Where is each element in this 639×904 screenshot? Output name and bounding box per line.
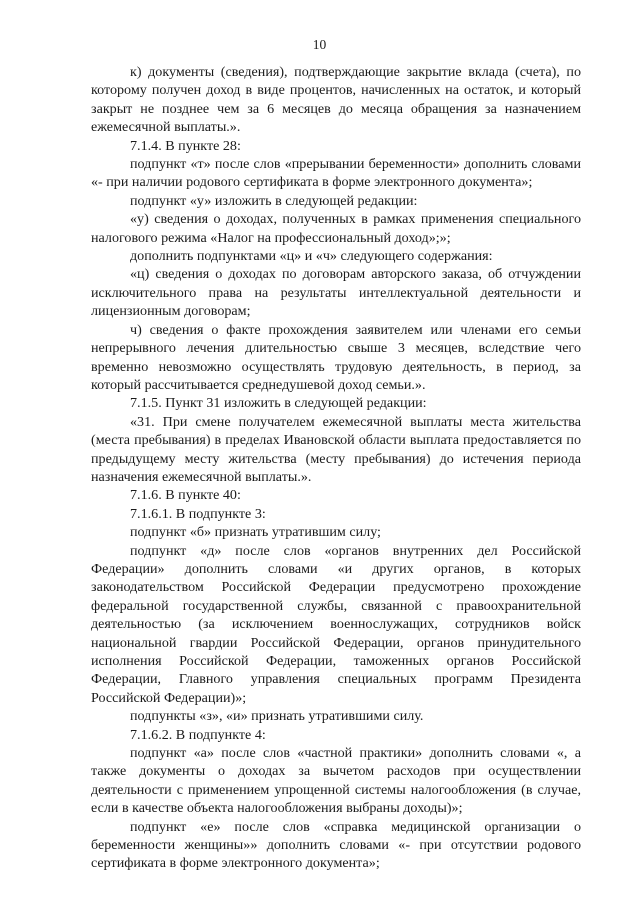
paragraph: 7.1.4. В пункте 28: [130,137,241,154]
paragraph: подпункт «б» признать утратившим силу; [130,524,381,541]
paragraph: ч) сведения о факте прохождения заявителем или членами его семьи непрерывного лечения длительностью свыше 3 месяцев, вследствие чего временно невозможно осуществлять трудовую деятельность, в период, за который рассчитывается среднедушевой доход семьи.». [91,321,581,393]
paragraph: 7.1.6. В пункте 40: [130,487,241,504]
paragraph: подпункт «а» после слов «частной практики» дополнить словами «, а также документы о доходах за вычетом расходов при осуществлении деятельности с применением упрощенной системы налогообложения (в случае, если в качестве объекта налогообложения выбраны доходы)»; [91,745,581,817]
paragraph: 7.1.5. Пункт 31 изложить в следующей редакции: [130,395,427,412]
paragraph: к) документы (сведения), подтверждающие закрытие вклада (счета), по которому получен доход в виде процентов, начисленных на остаток, и который закрыт не позднее чем за 6 месяцев до месяца обращения за назначением ежемесячной выплаты.». [91,64,581,136]
document-body [91,63,581,873]
paragraph: подпункт «е» после слов «справка медицинской организации о беременности женщины»» дополнить словами «- при отсутствии родового сертификата в форме электронного документа»; [91,818,581,872]
paragraph: подпункт «у» изложить в следующей редакции: [130,192,418,209]
paragraph: подпункт «д» после слов «органов внутренних дел Российской Федерации» дополнить словами «и других органов, в которых законодательством Российской Федерации предусмотрено прохождение федеральной государственной службы, связанной с правоохранительной деятельностью (за исключением военнослужащих, сотрудников войск национальной гвардии Российской Федерации, органов принудительного исполнения Российской Федерации, таможенных органов Российской Федерации, Главного управления специальных программ Президента Российской Федерации)»; [91,542,581,706]
page-number: 10 [312,37,327,52]
paragraph: подпункт «т» после слов «прерывании беременности» дополнить словами «- при наличии родового сертификата в форме электронного документа»; [91,156,581,191]
paragraph: 7.1.6.1. В подпункте 3: [130,505,266,522]
paragraph: дополнить подпунктами «ц» и «ч» следующего содержания: [130,248,493,265]
paragraph: «31. При смене получателем ежемесячной выплаты места жительства (места пребывания) в пределах Ивановской области выплата предоставляется по предыдущему месту жительства (месту пребывания) до истечения периода назначения ежемесячной выплаты.». [91,413,581,485]
paragraph: 7.1.6.2. В подпункте 4: [130,726,266,743]
paragraph: подпункты «з», «и» признать утратившими силу. [130,708,424,725]
paragraph: «ц) сведения о доходах по договорам авторского заказа, об отчуждении исключительного права на результаты интеллектуальной деятельности и лицензионным договорам; [91,266,581,320]
paragraph: «у) сведения о доходах, полученных в рамках применения специального налогового режима «Налог на профессиональный доход»;»; [91,211,581,246]
